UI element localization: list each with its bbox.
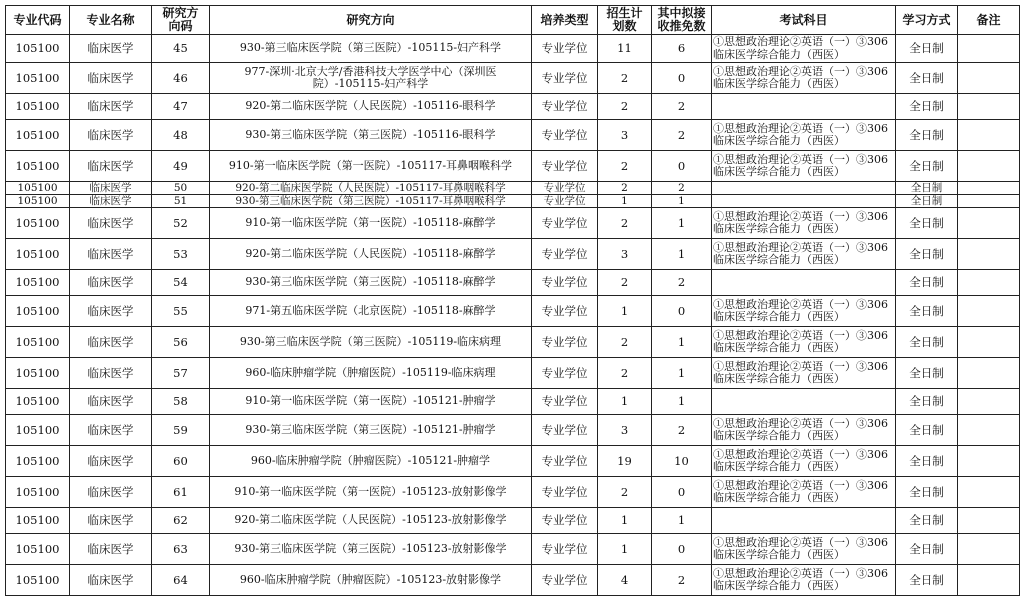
cell-remark: [958, 389, 1020, 415]
cell-plan-count: 2: [598, 94, 652, 120]
cell-exam-subjects: ①思想政治理论②英语（一）③306临床医学综合能力（西医）: [712, 565, 896, 596]
cell-study-mode: 全日制: [896, 477, 958, 508]
cell-remark: [958, 208, 1020, 239]
cell-major-code: 105100: [6, 195, 70, 208]
cell-exempt-count: 2: [652, 182, 712, 195]
cell-plan-count: 2: [598, 63, 652, 94]
cell-plan-count: 3: [598, 120, 652, 151]
table-row: [6, 415, 1020, 446]
cell-major-code: 105100: [6, 208, 70, 239]
cell-major-code: 105100: [6, 477, 70, 508]
table-row: [6, 389, 1020, 415]
cell-exempt-count: 2: [652, 415, 712, 446]
cell-direction-code: 61: [152, 477, 210, 508]
cell-plan-count: 2: [598, 208, 652, 239]
cell-direction-code: 53: [152, 239, 210, 270]
cell-plan-count: 2: [598, 151, 652, 182]
cell-training-type: 专业学位: [532, 477, 598, 508]
cell-exam-subjects: [712, 182, 896, 195]
cell-exam-subjects: [712, 389, 896, 415]
cell-major-name: 临床医学: [70, 270, 152, 296]
cell-remark: [958, 63, 1020, 94]
cell-direction-code: 49: [152, 151, 210, 182]
cell-study-mode: 全日制: [896, 508, 958, 534]
cell-exempt-count: 2: [652, 270, 712, 296]
cell-study-mode: 全日制: [896, 327, 958, 358]
cell-exam-subjects: ①思想政治理论②英语（一）③306临床医学综合能力（西医）: [712, 327, 896, 358]
cell-plan-count: 1: [598, 534, 652, 565]
cell-exempt-count: 1: [652, 508, 712, 534]
table-row: [6, 182, 1020, 195]
table-row: [6, 296, 1020, 327]
cell-major-name: 临床医学: [70, 120, 152, 151]
cell-major-name: 临床医学: [70, 94, 152, 120]
cell-study-mode: 全日制: [896, 296, 958, 327]
cell-direction: 960-临床肿瘤学院（肿瘤医院）-105119-临床病理: [210, 358, 532, 389]
table-row: [6, 120, 1020, 151]
cell-major-name: 临床医学: [70, 208, 152, 239]
cell-direction-code: 60: [152, 446, 210, 477]
cell-direction: 930-第三临床医学院（第三医院）-105116-眼科学: [210, 120, 532, 151]
cell-training-type: 专业学位: [532, 327, 598, 358]
cell-direction: 930-第三临床医学院（第三医院）-105119-临床病理: [210, 327, 532, 358]
cell-major-name: 临床医学: [70, 35, 152, 63]
table-row: [6, 477, 1020, 508]
cell-training-type: 专业学位: [532, 446, 598, 477]
table-row: [6, 239, 1020, 270]
cell-study-mode: 全日制: [896, 63, 958, 94]
cell-training-type: 专业学位: [532, 182, 598, 195]
cell-training-type: 专业学位: [532, 195, 598, 208]
cell-direction: 910-第一临床医学院（第一医院）-105123-放射影像学: [210, 477, 532, 508]
cell-training-type: 专业学位: [532, 35, 598, 63]
cell-major-name: 临床医学: [70, 63, 152, 94]
header-major-name: 专业名称: [70, 6, 152, 35]
cell-study-mode: 全日制: [896, 446, 958, 477]
cell-study-mode: 全日制: [896, 415, 958, 446]
cell-remark: [958, 94, 1020, 120]
table-row: [6, 534, 1020, 565]
cell-major-code: 105100: [6, 270, 70, 296]
cell-exempt-count: 0: [652, 151, 712, 182]
cell-exempt-count: 1: [652, 389, 712, 415]
cell-remark: [958, 195, 1020, 208]
cell-direction: 977-深圳·北京大学/香港科技大学医学中心（深圳医院）-105115-妇产科学: [210, 63, 532, 94]
cell-training-type: 专业学位: [532, 534, 598, 565]
cell-exam-subjects: ①思想政治理论②英语（一）③306临床医学综合能力（西医）: [712, 120, 896, 151]
cell-major-code: 105100: [6, 565, 70, 596]
cell-direction: 930-第三临床医学院（第三医院）-105121-肿瘤学: [210, 415, 532, 446]
cell-major-name: 临床医学: [70, 182, 152, 195]
cell-exempt-count: 0: [652, 296, 712, 327]
cell-plan-count: 4: [598, 565, 652, 596]
header-direction-code-text: 研究方向码: [162, 6, 199, 33]
cell-exam-subjects: ①思想政治理论②英语（一）③306临床医学综合能力（西医）: [712, 63, 896, 94]
cell-direction: 920-第二临床医学院（人民医院）-105118-麻醉学: [210, 239, 532, 270]
cell-major-code: 105100: [6, 389, 70, 415]
cell-training-type: 专业学位: [532, 239, 598, 270]
cell-exempt-count: 6: [652, 35, 712, 63]
cell-remark: [958, 120, 1020, 151]
table-body: [6, 35, 1020, 596]
cell-exempt-count: 1: [652, 195, 712, 208]
cell-training-type: 专业学位: [532, 63, 598, 94]
table-row: [6, 35, 1020, 63]
cell-training-type: 专业学位: [532, 508, 598, 534]
cell-study-mode: 全日制: [896, 239, 958, 270]
cell-direction-code: 45: [152, 35, 210, 63]
cell-major-code: 105100: [6, 35, 70, 63]
cell-training-type: 专业学位: [532, 120, 598, 151]
table-row: [6, 208, 1020, 239]
cell-remark: [958, 270, 1020, 296]
cell-training-type: 专业学位: [532, 358, 598, 389]
cell-major-code: 105100: [6, 296, 70, 327]
header-major-code: 专业代码: [6, 6, 70, 35]
cell-exempt-count: 2: [652, 120, 712, 151]
cell-remark: [958, 35, 1020, 63]
cell-exam-subjects: [712, 508, 896, 534]
cell-major-code: 105100: [6, 120, 70, 151]
cell-exam-subjects: ①思想政治理论②英语（一）③306临床医学综合能力（西医）: [712, 35, 896, 63]
table-row: [6, 151, 1020, 182]
cell-remark: [958, 327, 1020, 358]
cell-exam-subjects: ①思想政治理论②英语（一）③306临床医学综合能力（西医）: [712, 446, 896, 477]
cell-direction-code: 62: [152, 508, 210, 534]
table-row: [6, 327, 1020, 358]
cell-exempt-count: 0: [652, 534, 712, 565]
table-row: [6, 195, 1020, 208]
cell-training-type: 专业学位: [532, 208, 598, 239]
cell-direction: 920-第二临床医学院（人民医院）-105123-放射影像学: [210, 508, 532, 534]
cell-plan-count: 2: [598, 477, 652, 508]
cell-direction-code: 52: [152, 208, 210, 239]
cell-plan-count: 1: [598, 195, 652, 208]
cell-exempt-count: 0: [652, 477, 712, 508]
cell-training-type: 专业学位: [532, 151, 598, 182]
cell-study-mode: 全日制: [896, 565, 958, 596]
cell-exam-subjects: ①思想政治理论②英语（一）③306临床医学综合能力（西医）: [712, 358, 896, 389]
cell-exam-subjects: [712, 195, 896, 208]
cell-major-name: 临床医学: [70, 195, 152, 208]
cell-major-code: 105100: [6, 182, 70, 195]
cell-plan-count: 2: [598, 358, 652, 389]
cell-direction: 930-第三临床医学院（第三医院）-105123-放射影像学: [210, 534, 532, 565]
cell-remark: [958, 296, 1020, 327]
cell-major-code: 105100: [6, 327, 70, 358]
header-direction-code: [152, 6, 210, 35]
cell-study-mode: 全日制: [896, 35, 958, 63]
cell-major-code: 105100: [6, 151, 70, 182]
cell-exam-subjects: [712, 270, 896, 296]
cell-remark: [958, 508, 1020, 534]
cell-major-name: 临床医学: [70, 151, 152, 182]
header-exempt: [652, 6, 712, 35]
cell-exempt-count: 1: [652, 208, 712, 239]
cell-study-mode: 全日制: [896, 94, 958, 120]
cell-plan-count: 1: [598, 296, 652, 327]
table-row: [6, 94, 1020, 120]
cell-direction: 920-第二临床医学院（人民医院）-105116-眼科学: [210, 94, 532, 120]
cell-plan-count: 3: [598, 415, 652, 446]
cell-direction: 920-第二临床医学院（人民医院）-105117-耳鼻咽喉科学: [210, 182, 532, 195]
cell-major-name: 临床医学: [70, 327, 152, 358]
cell-direction: 960-临床肿瘤学院（肿瘤医院）-105123-放射影像学: [210, 565, 532, 596]
cell-remark: [958, 182, 1020, 195]
cell-major-code: 105100: [6, 534, 70, 565]
cell-direction: 910-第一临床医学院（第一医院）-105121-肿瘤学: [210, 389, 532, 415]
cell-direction-code: 48: [152, 120, 210, 151]
cell-major-name: 临床医学: [70, 389, 152, 415]
cell-remark: [958, 239, 1020, 270]
cell-exam-subjects: ①思想政治理论②英语（一）③306临床医学综合能力（西医）: [712, 296, 896, 327]
cell-training-type: 专业学位: [532, 94, 598, 120]
cell-exam-subjects: ①思想政治理论②英语（一）③306临床医学综合能力（西医）: [712, 151, 896, 182]
cell-major-code: 105100: [6, 358, 70, 389]
cell-training-type: 专业学位: [532, 565, 598, 596]
cell-remark: [958, 446, 1020, 477]
cell-study-mode: 全日制: [896, 534, 958, 565]
cell-plan-count: 2: [598, 182, 652, 195]
cell-exam-subjects: ①思想政治理论②英语（一）③306临床医学综合能力（西医）: [712, 477, 896, 508]
cell-major-code: 105100: [6, 446, 70, 477]
header-exam-subjects: 考试科目: [712, 6, 896, 35]
cell-study-mode: 全日制: [896, 151, 958, 182]
cell-direction-code: 54: [152, 270, 210, 296]
cell-direction-code: 51: [152, 195, 210, 208]
header-direction: 研究方向: [210, 6, 532, 35]
cell-study-mode: 全日制: [896, 358, 958, 389]
header-remark: 备注: [958, 6, 1020, 35]
table-row: [6, 358, 1020, 389]
table-row: [6, 63, 1020, 94]
cell-exam-subjects: [712, 94, 896, 120]
cell-major-name: 临床医学: [70, 239, 152, 270]
cell-remark: [958, 534, 1020, 565]
cell-training-type: 专业学位: [532, 270, 598, 296]
cell-exempt-count: 2: [652, 94, 712, 120]
cell-direction: 930-第三临床医学院（第三医院）-105118-麻醉学: [210, 270, 532, 296]
cell-major-name: 临床医学: [70, 477, 152, 508]
cell-study-mode: 全日制: [896, 270, 958, 296]
cell-direction-code: 64: [152, 565, 210, 596]
cell-major-name: 临床医学: [70, 534, 152, 565]
cell-exam-subjects: ①思想政治理论②英语（一）③306临床医学综合能力（西医）: [712, 208, 896, 239]
cell-direction-code: 46: [152, 63, 210, 94]
cell-major-code: 105100: [6, 239, 70, 270]
cell-major-name: 临床医学: [70, 565, 152, 596]
cell-plan-count: 11: [598, 35, 652, 63]
cell-direction-code: 47: [152, 94, 210, 120]
cell-training-type: 专业学位: [532, 415, 598, 446]
cell-remark: [958, 477, 1020, 508]
admissions-table-sheet: [5, 5, 1019, 596]
table-row: [6, 270, 1020, 296]
cell-remark: [958, 151, 1020, 182]
cell-training-type: 专业学位: [532, 296, 598, 327]
cell-plan-count: 1: [598, 508, 652, 534]
cell-plan-count: 1: [598, 389, 652, 415]
cell-major-name: 临床医学: [70, 446, 152, 477]
cell-direction: 960-临床肿瘤学院（肿瘤医院）-105121-肿瘤学: [210, 446, 532, 477]
cell-exempt-count: 1: [652, 327, 712, 358]
cell-major-name: 临床医学: [70, 508, 152, 534]
cell-direction: 910-第一临床医学院（第一医院）-105118-麻醉学: [210, 208, 532, 239]
cell-exam-subjects: ①思想政治理论②英语（一）③306临床医学综合能力（西医）: [712, 415, 896, 446]
cell-direction-code: 56: [152, 327, 210, 358]
cell-direction: 930-第三临床医学院（第三医院）-105117-耳鼻咽喉科学: [210, 195, 532, 208]
header-exempt-text: 其中拟接收推免数: [657, 6, 706, 33]
cell-plan-count: 2: [598, 270, 652, 296]
cell-remark: [958, 358, 1020, 389]
cell-study-mode: 全日制: [896, 195, 958, 208]
cell-exam-subjects: ①思想政治理论②英语（一）③306临床医学综合能力（西医）: [712, 239, 896, 270]
cell-exempt-count: 10: [652, 446, 712, 477]
header-plan-text: 招生计划数: [606, 6, 643, 33]
cell-major-name: 临床医学: [70, 358, 152, 389]
cell-direction-code: 50: [152, 182, 210, 195]
header-training-type: 培养类型: [532, 6, 598, 35]
cell-major-name: 临床医学: [70, 415, 152, 446]
cell-remark: [958, 565, 1020, 596]
table-row: [6, 508, 1020, 534]
cell-direction-code: 55: [152, 296, 210, 327]
cell-direction-code: 57: [152, 358, 210, 389]
cell-exam-subjects: ①思想政治理论②英语（一）③306临床医学综合能力（西医）: [712, 534, 896, 565]
cell-exempt-count: 1: [652, 239, 712, 270]
cell-direction-code: 59: [152, 415, 210, 446]
cell-major-code: 105100: [6, 94, 70, 120]
cell-training-type: 专业学位: [532, 389, 598, 415]
cell-major-code: 105100: [6, 415, 70, 446]
cell-study-mode: 全日制: [896, 208, 958, 239]
cell-direction: 930-第三临床医学院（第三医院）-105115-妇产科学: [210, 35, 532, 63]
table-row: [6, 446, 1020, 477]
header-study-mode: 学习方式: [896, 6, 958, 35]
cell-direction: 910-第一临床医学院（第一医院）-105117-耳鼻咽喉科学: [210, 151, 532, 182]
cell-exempt-count: 2: [652, 565, 712, 596]
cell-remark: [958, 415, 1020, 446]
cell-major-code: 105100: [6, 63, 70, 94]
cell-direction-code: 63: [152, 534, 210, 565]
cell-exempt-count: 1: [652, 358, 712, 389]
cell-study-mode: 全日制: [896, 120, 958, 151]
cell-study-mode: 全日制: [896, 389, 958, 415]
cell-plan-count: 3: [598, 239, 652, 270]
cell-study-mode: 全日制: [896, 182, 958, 195]
admissions-table: [5, 5, 1020, 596]
table-row: [6, 565, 1020, 596]
header-row: [6, 6, 1020, 35]
cell-plan-count: 19: [598, 446, 652, 477]
cell-direction: 971-第五临床医学院（北京医院）-105118-麻醉学: [210, 296, 532, 327]
header-plan: [598, 6, 652, 35]
cell-exempt-count: 0: [652, 63, 712, 94]
cell-plan-count: 2: [598, 327, 652, 358]
cell-major-name: 临床医学: [70, 296, 152, 327]
cell-direction-code: 58: [152, 389, 210, 415]
cell-major-code: 105100: [6, 508, 70, 534]
